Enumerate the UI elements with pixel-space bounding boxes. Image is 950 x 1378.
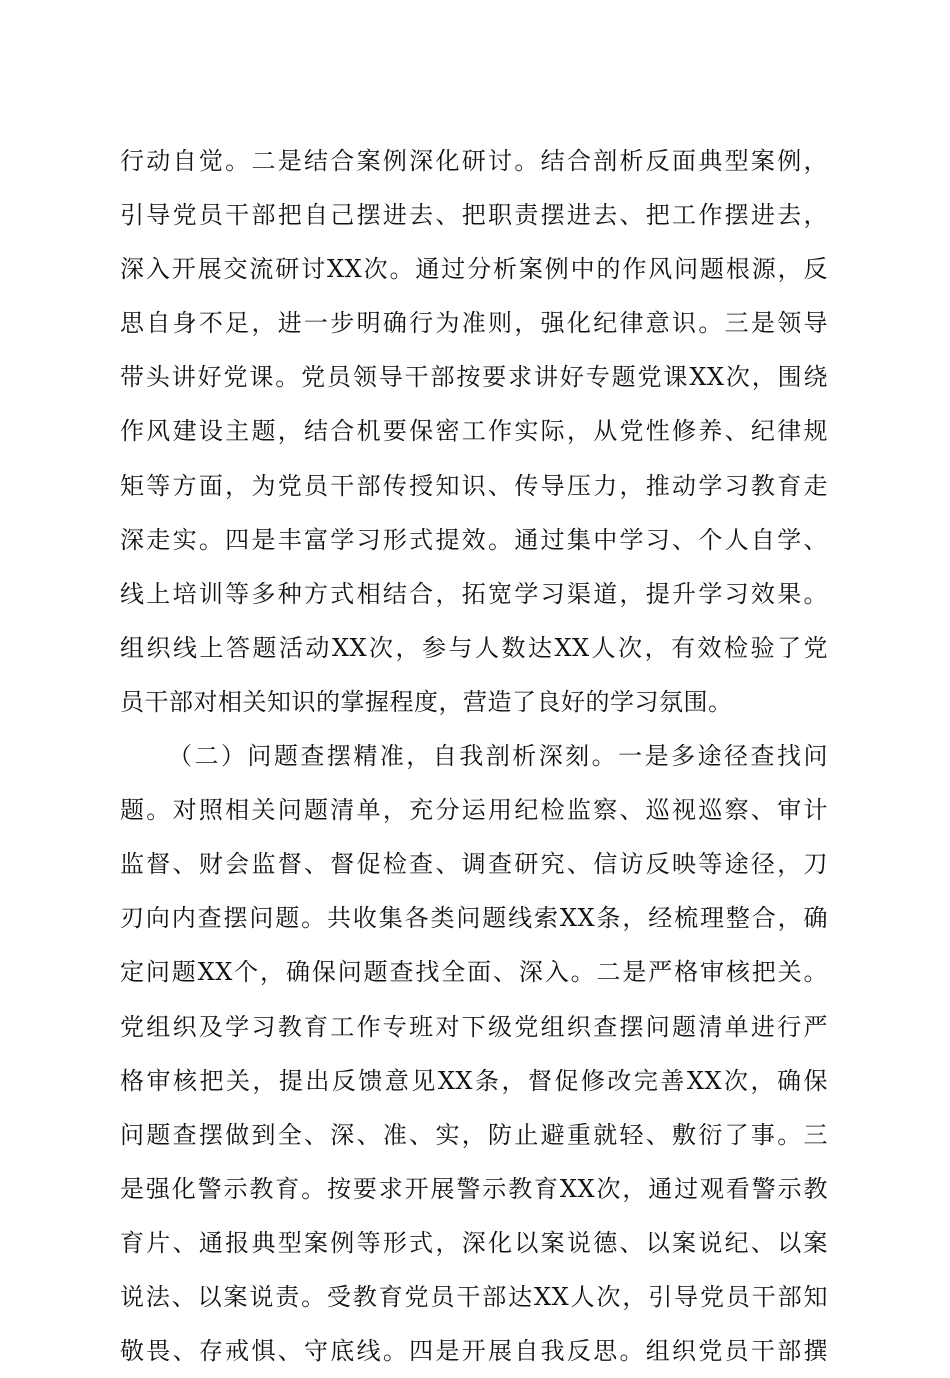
text-line: 刃向内查摆问题。共收集各类问题线索XX条，经梳理整合，确 [120, 904, 828, 933]
text-line: 矩等方面，为党员干部传授知识、传导压力，推动学习教育走 [120, 471, 828, 500]
text-line: 是强化警示教育。按要求开展警示教育XX次，通过观看警示教 [120, 1174, 828, 1203]
body-text [120, 134, 828, 1378]
section-heading-line: （二）问题查摆精准，自我剖析深刻。一是多途径查找问 [168, 742, 828, 771]
text-line: 定问题XX个，确保问题查找全面、深入。二是严格审核把关。 [120, 958, 828, 987]
paragraph-last-line: 员干部对相关知识的掌握程度，营造了良好的学习氛围。 [120, 687, 733, 716]
text-line: 敬畏、存戒惧、守底线。四是开展自我反思。组织党员干部撰 [120, 1337, 828, 1366]
text-line: 带头讲好党课。党员领导干部按要求讲好专题党课XX次，围绕 [120, 363, 828, 392]
text-line: 问题查摆做到全、深、准、实，防止避重就轻、敷衍了事。三 [120, 1120, 828, 1149]
text-line: 格审核把关，提出反馈意见XX条，督促修改完善XX次，确保 [120, 1066, 828, 1095]
text-line: 监督、财会监督、督促检查、调查研究、信访反映等途径，刀 [120, 850, 828, 879]
text-line: 引导党员干部把自己摆进去、把职责摆进去、把工作摆进去， [120, 201, 828, 230]
text-line: 说法、以案说责。受教育党员干部达XX人次，引导党员干部知 [120, 1282, 828, 1311]
text-line: 深入开展交流研讨XX次。通过分析案例中的作风问题根源，反 [120, 255, 828, 284]
text-line: 组织线上答题活动XX次，参与人数达XX人次，有效检验了党 [120, 633, 828, 662]
text-line: 深走实。四是丰富学习形式提效。通过集中学习、个人自学、 [120, 525, 828, 554]
text-line: 行动自觉。二是结合案例深化研讨。结合剖析反面典型案例， [120, 147, 828, 175]
text-line: 思自身不足，进一步明确行为准则，强化纪律意识。三是领导 [120, 309, 828, 338]
text-line: 作风建设主题，结合机要保密工作实际，从党性修养、纪律规 [120, 417, 828, 446]
text-line: 党组织及学习教育工作专班对下级党组织查摆问题清单进行严 [120, 1012, 828, 1041]
text-line: 线上培训等多种方式相结合，拓宽学习渠道，提升学习效果。 [120, 579, 828, 608]
text-line: 育片、通报典型案例等形式，深化以案说德、以案说纪、以案 [120, 1228, 828, 1257]
text-line: 题。对照相关问题清单，充分运用纪检监察、巡视巡察、审计 [120, 796, 828, 825]
